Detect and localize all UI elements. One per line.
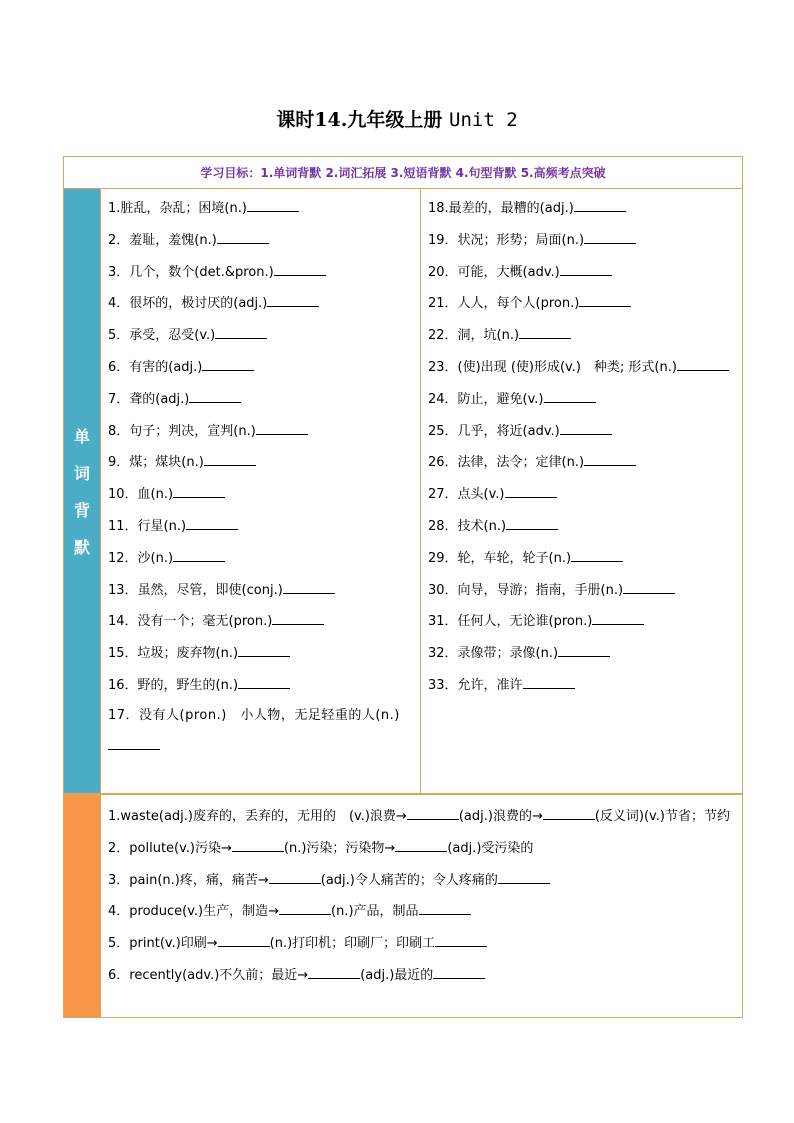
word-item	[428, 197, 742, 229]
section-vocab-expansion-label	[64, 795, 100, 1017]
answer-blank[interactable]	[215, 324, 267, 339]
answer-blank[interactable]	[433, 964, 485, 979]
answer-blank[interactable]	[506, 515, 558, 530]
expansion-text: (n.)污染；污染物→	[283, 840, 396, 856]
word-item	[108, 451, 420, 483]
expansion-item	[108, 928, 736, 960]
word-prompt: 9．煤；煤块(n.)	[108, 455, 204, 471]
expansion-text: 6．recently(adv.)不久前；最近→	[108, 967, 309, 983]
answer-blank[interactable]	[204, 451, 256, 466]
answer-blank[interactable]	[189, 388, 241, 403]
answer-blank[interactable]	[272, 610, 324, 625]
page-title-cn: 课时14.九年级上册	[276, 109, 443, 131]
word-item	[108, 324, 420, 356]
vocab-expansion-list	[100, 795, 742, 1017]
answer-blank[interactable]	[173, 547, 225, 562]
word-prompt: 29．轮，车轮，轮子(n.)	[428, 550, 572, 566]
word-prompt: 26．法律，法令；定律(n.)	[428, 455, 585, 471]
worksheet-table	[63, 156, 743, 1018]
word-list-right	[420, 189, 742, 793]
word-prompt: 3．几个，数个(det.&pron.)	[108, 264, 274, 280]
word-item	[428, 292, 742, 324]
word-item	[108, 420, 420, 452]
answer-blank[interactable]	[267, 292, 319, 307]
answer-blank[interactable]	[274, 261, 326, 276]
word-item	[428, 515, 742, 547]
label-char: 词	[73, 464, 90, 483]
word-item	[108, 292, 420, 324]
word-item	[108, 579, 420, 611]
word-item	[108, 515, 420, 547]
expansion-text: (adj.)最近的	[360, 967, 434, 983]
word-prompt: 4．很坏的，极讨厌的(adj.)	[108, 296, 268, 312]
expansion-item	[108, 865, 736, 897]
answer-blank[interactable]	[543, 805, 595, 820]
word-item	[428, 610, 742, 642]
answer-blank[interactable]	[108, 735, 160, 750]
word-item	[428, 642, 742, 674]
page-title-unit: Unit 2	[449, 109, 518, 131]
answer-blank[interactable]	[498, 869, 550, 884]
answer-blank[interactable]	[435, 932, 487, 947]
word-item	[428, 420, 742, 452]
answer-blank[interactable]	[247, 197, 299, 212]
expansion-text: 4．produce(v.)生产，制造→	[108, 904, 280, 920]
expansion-item	[108, 833, 736, 865]
word-prompt: 18.最差的，最糟的(adj.)	[428, 201, 574, 216]
answer-blank[interactable]	[584, 451, 636, 466]
word-prompt: 13．虽然，尽管，即使(conj.)	[108, 582, 283, 598]
answer-blank[interactable]	[523, 674, 575, 689]
expansion-item	[108, 960, 736, 992]
expansion-text: (n.)打印机；印刷厂；印刷工	[269, 936, 436, 952]
answer-blank[interactable]	[238, 642, 290, 657]
answer-blank[interactable]	[217, 229, 269, 244]
answer-blank[interactable]	[395, 837, 447, 852]
answer-blank[interactable]	[574, 197, 626, 212]
word-prompt: 20．可能，大概(adv.)	[428, 264, 560, 280]
answer-blank[interactable]	[283, 579, 335, 594]
word-item	[428, 451, 742, 483]
word-prompt: 30．向导，导游；指南，手册(n.)	[428, 582, 624, 598]
expansion-text: (反义词)(v.)节省；节约	[594, 809, 730, 824]
word-prompt: 12．沙(n.)	[108, 550, 174, 566]
answer-blank[interactable]	[558, 642, 610, 657]
word-prompt: 11．行星(n.)	[108, 518, 187, 534]
answer-blank[interactable]	[505, 483, 557, 498]
expansion-text: 2．pollute(v.)污染→	[108, 840, 232, 856]
word-item	[108, 261, 420, 293]
word-item	[428, 674, 742, 706]
answer-blank[interactable]	[519, 324, 571, 339]
answer-blank[interactable]	[407, 805, 459, 820]
answer-blank[interactable]	[419, 900, 471, 915]
answer-blank[interactable]	[623, 579, 675, 594]
expansion-text: (adj.)受污染的	[447, 840, 534, 856]
expansion-text: 3．pain(n.)疼，痛，痛苦→	[108, 872, 269, 888]
word-item	[428, 229, 742, 261]
word-item	[428, 261, 742, 293]
word-prompt: 7．聋的(adj.)	[108, 391, 190, 407]
answer-blank[interactable]	[560, 261, 612, 276]
word-item	[108, 610, 420, 642]
answer-blank[interactable]	[173, 483, 225, 498]
word-prompt: 24．防止，避免(v.)	[428, 391, 544, 407]
word-item	[108, 483, 420, 515]
word-prompt: 14．没有一个；毫无(pron.)	[108, 614, 273, 630]
word-prompt: 10．血(n.)	[108, 487, 174, 503]
expansion-text: 5．print(v.)印刷→	[108, 936, 218, 952]
word-prompt: 8．句子；判决，宣判(n.)	[108, 423, 256, 439]
word-prompt: 28．技术(n.)	[428, 518, 507, 534]
expansion-item	[108, 896, 736, 928]
word-item	[428, 547, 742, 579]
answer-blank[interactable]	[544, 388, 596, 403]
label-char: 背	[73, 501, 90, 520]
answer-blank[interactable]	[560, 420, 612, 435]
word-list-left	[100, 189, 420, 793]
word-prompt: 32．录像带；录像(n.)	[428, 646, 559, 662]
word-prompt: 1.脏乱，杂乱；困境(n.)	[108, 201, 247, 216]
word-item	[108, 229, 420, 261]
word-item	[108, 700, 420, 762]
word-prompt: 27．点头(v.)	[428, 487, 505, 503]
word-item	[428, 579, 742, 611]
word-prompt: 23．(使)出现 (使)形成(v.) 种类; 形式(n.)	[428, 359, 677, 375]
page-title	[0, 105, 794, 132]
section-word-recall-label	[64, 189, 100, 793]
learning-objectives	[63, 156, 743, 189]
expansion-text: 1.waste(adj.)废弃的，丢弃的，无用的 (v.)浪费→	[108, 809, 407, 824]
word-item	[428, 324, 742, 356]
word-item	[428, 356, 742, 388]
word-prompt: 31．任何人，无论谁(pron.)	[428, 614, 593, 630]
word-prompt: 15．垃圾；废弃物(n.)	[108, 646, 239, 662]
word-prompt: 16．野的，野生的(n.)	[108, 677, 239, 693]
word-item	[108, 356, 420, 388]
word-prompt: 21．人人，每个人(pron.)	[428, 296, 580, 312]
answer-blank[interactable]	[269, 869, 321, 884]
expansion-item	[108, 801, 736, 833]
word-prompt: 22．洞，坑(n.)	[428, 328, 520, 344]
section-word-recall	[63, 189, 743, 794]
word-item	[108, 547, 420, 579]
word-item	[108, 642, 420, 674]
answer-blank[interactable]	[186, 515, 238, 530]
word-item	[428, 388, 742, 420]
answer-blank[interactable]	[279, 900, 331, 915]
word-prompt: 2．羞耻，羞愧(n.)	[108, 232, 217, 248]
word-prompt: 17．没有人(pron.) 小人物，无足轻重的人(n.)	[108, 707, 400, 723]
answer-blank[interactable]	[579, 292, 631, 307]
expansion-text: (n.)产品，制品	[331, 904, 419, 920]
answer-blank[interactable]	[308, 964, 360, 979]
section-vocab-expansion	[63, 794, 743, 1018]
objective-text: 学习目标：1.单词背默 2.词汇拓展 3.短语背默 4.句型背默 5.高频考点突破	[200, 166, 606, 180]
word-item	[108, 388, 420, 420]
label-char: 单	[73, 427, 90, 446]
answer-blank[interactable]	[238, 674, 290, 689]
answer-blank[interactable]	[218, 932, 270, 947]
label-char: 默	[73, 538, 90, 557]
answer-blank[interactable]	[202, 356, 254, 371]
word-prompt: 33．允许，准许	[428, 677, 523, 693]
word-item	[428, 483, 742, 515]
expansion-text: (adj.)令人痛苦的；令人疼痛的	[320, 872, 498, 888]
answer-blank[interactable]	[256, 420, 308, 435]
word-prompt: 19．状况；形势；局面(n.)	[428, 232, 585, 248]
word-item	[108, 197, 420, 229]
answer-blank[interactable]	[232, 837, 284, 852]
word-prompt: 25．几乎，将近(adv.)	[428, 423, 560, 439]
answer-blank[interactable]	[677, 356, 729, 371]
answer-blank[interactable]	[592, 610, 644, 625]
word-prompt: 6．有害的(adj.)	[108, 359, 203, 375]
word-prompt: 5．承受，忍受(v.)	[108, 328, 216, 344]
expansion-text: (adj.)浪费的→	[458, 809, 543, 824]
answer-blank[interactable]	[571, 547, 623, 562]
answer-blank[interactable]	[584, 229, 636, 244]
